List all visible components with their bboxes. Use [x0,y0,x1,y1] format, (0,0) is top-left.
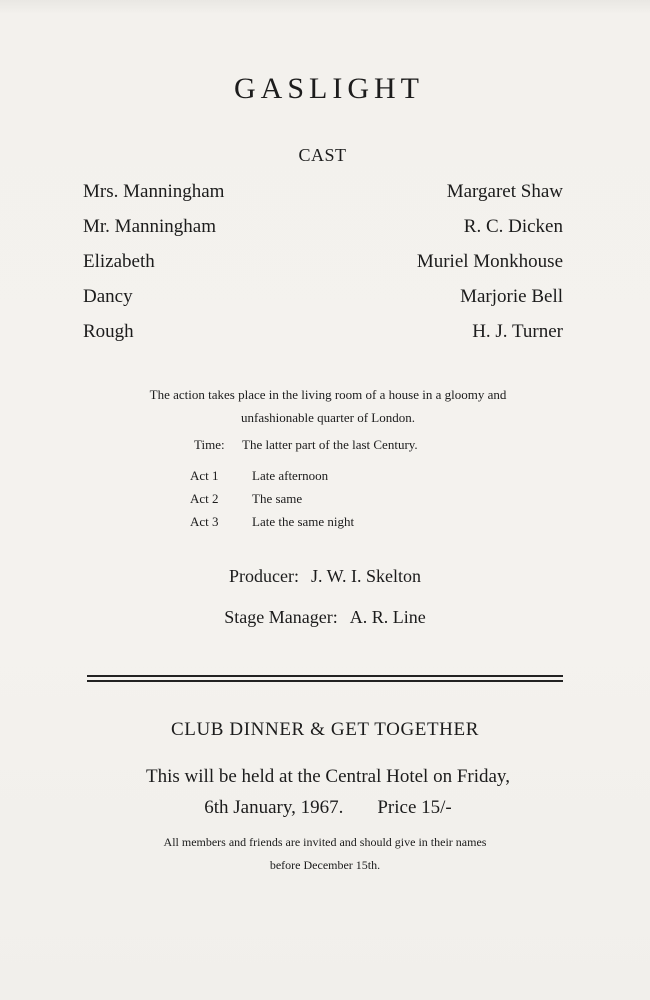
act-row [190,487,354,510]
cast-actor: Marjorie Bell [460,286,563,307]
cast-role: Elizabeth [83,251,155,272]
act-value: Late afternoon [252,468,329,483]
event-note-line: All members and friends are invited and should give in their names [163,835,487,849]
event-line: This will be held at the Central Hotel on Friday, [146,766,510,787]
producer-credit [0,566,650,587]
act-label: Act 2 [190,491,219,506]
cast-row [83,251,563,286]
cast-row [83,216,563,251]
cast-actor: Muriel Monkhouse [416,251,563,272]
cast-row [83,321,563,356]
event-title: CLUB DINNER & GET TOGETHER [171,719,479,740]
act-label: Act 1 [190,468,219,483]
producer-label: Producer: [229,566,299,586]
event-price: Price 15/- [377,797,452,818]
cast-actor: H. J. Turner [472,321,563,342]
event-date: 6th January, 1967. [204,797,344,818]
setting-note [0,383,650,429]
act-row [190,510,354,533]
time-value: The latter part of the last Century. [242,437,418,452]
setting-line: unfashionable quarter of London. [240,410,415,425]
cast-actor: R. C. Dicken [463,216,563,237]
acts-list [190,464,354,533]
act-value: Late the same night [252,514,355,529]
act-label: Act 3 [190,514,219,529]
stage-manager-credit [0,607,650,628]
cast-list [83,181,563,356]
time-label: Time: [194,437,225,452]
cast-role: Dancy [83,286,133,307]
divider-rule-top [87,675,563,677]
time-info [194,437,418,453]
divider-rule-bottom [87,680,563,682]
producer-name: J. W. I. Skelton [310,566,421,586]
setting-line: The action takes place in the living room of a house in a gloomy and [149,387,507,402]
event-note [0,831,650,877]
event-date-line [0,792,650,823]
stage-manager-name: A. R. Line [349,607,426,627]
cast-actor: Margaret Shaw [446,181,563,202]
event-description [0,761,650,823]
cast-role: Mrs. Manningham [83,181,225,202]
stage-manager-label: Stage Manager: [224,607,338,627]
cast-row [83,286,563,321]
cast-role: Rough [83,321,134,342]
cast-heading: CAST [298,145,347,165]
cast-role: Mr. Manningham [83,216,216,237]
event-note-line: before December 15th. [269,858,381,872]
play-title: GASLIGHT [234,72,424,105]
act-value: The same [252,491,303,506]
act-row [190,464,354,487]
cast-row [83,181,563,216]
